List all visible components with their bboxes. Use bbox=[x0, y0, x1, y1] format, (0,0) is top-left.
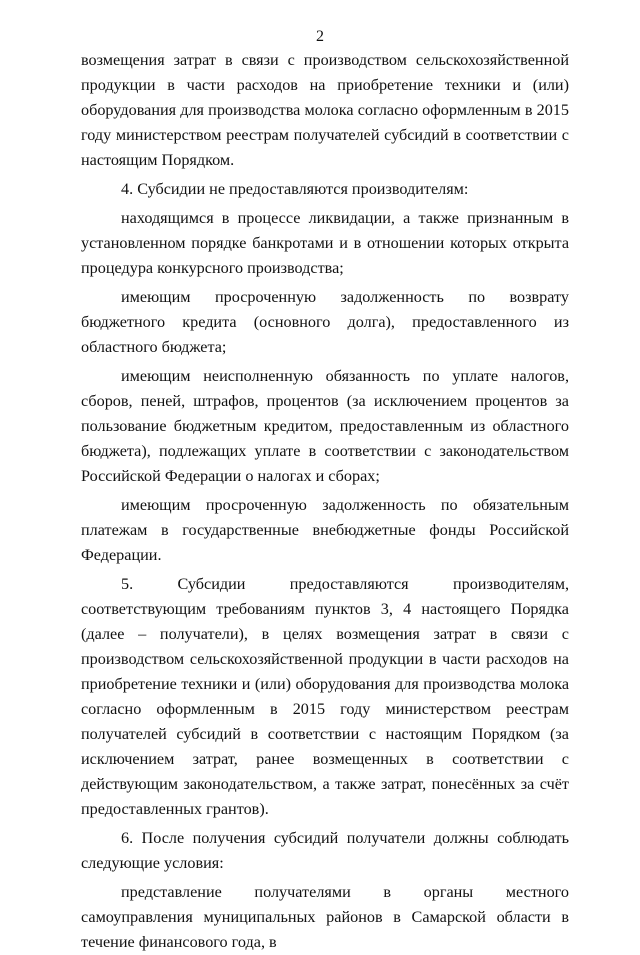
paragraph-continuation: возмещения затрат в связи с производством сельскохозяйственной продукции в части расходов на приобретение техники и (или) оборудования для производства молока согласно оформленным в 2015 году министерством реестрам получателей субсидий в соответствии с настоящим Порядком. bbox=[81, 51, 569, 169]
paragraph-item-4-heading: 4. Субсидии не предоставляются производителям: bbox=[121, 180, 469, 198]
paragraph-item-5: 5. Субсидии предоставляются производителям, соответствующим требованиям пунктов 3, 4 настоящего Порядка (далее – получатели), в целях возмещения затрат в связи с производством сельскохозяйственной продукции в части расходов на приобретение техники и (или) оборудования для производства молока согласно оформленным в 2015 году министерством реестрам получателей субсидий в соответствии с настоящим Порядком (за исключением затрат, ранее возмещенных в соответствии с действующим законодательством, а также затрат, понесённых за счёт предоставленных грантов). bbox=[81, 575, 569, 818]
paragraph-item-6-heading: 6. После получения субсидий получатели должны соблюдать следующие условия: bbox=[81, 829, 569, 872]
paragraph-reporting: представление получателями в органы местного самоуправления муниципальных районов в Самарской области в течение финансового года, в bbox=[81, 883, 569, 951]
paragraph-budget-credit-debt: имеющим просроченную задолженность по возврату бюджетного кредита (основного долга), предоставленного из областного бюджета; bbox=[81, 288, 569, 356]
document-body bbox=[81, 48, 569, 955]
paragraph-liquidation: находящимся в процессе ликвидации, а также признанным в установленном порядке банкротами и в отношении которых открыта процедура конкурсного производства; bbox=[81, 209, 569, 277]
paragraph-tax-obligations: имеющим неисполненную обязанность по уплате налогов, сборов, пеней, штрафов, процентов (за исключением процентов за пользование бюджетным кредитом, предоставленным из областного бюджета), подлежащих уплате в соответствии с законодательством Российской Федерации о налогах и сборах; bbox=[81, 367, 569, 485]
paragraph-extrabudgetary-funds: имеющим просроченную задолженность по обязательным платежам в государственные внебюджетные фонды Российской Федерации. bbox=[81, 496, 569, 564]
page-number: 2 bbox=[316, 28, 324, 45]
